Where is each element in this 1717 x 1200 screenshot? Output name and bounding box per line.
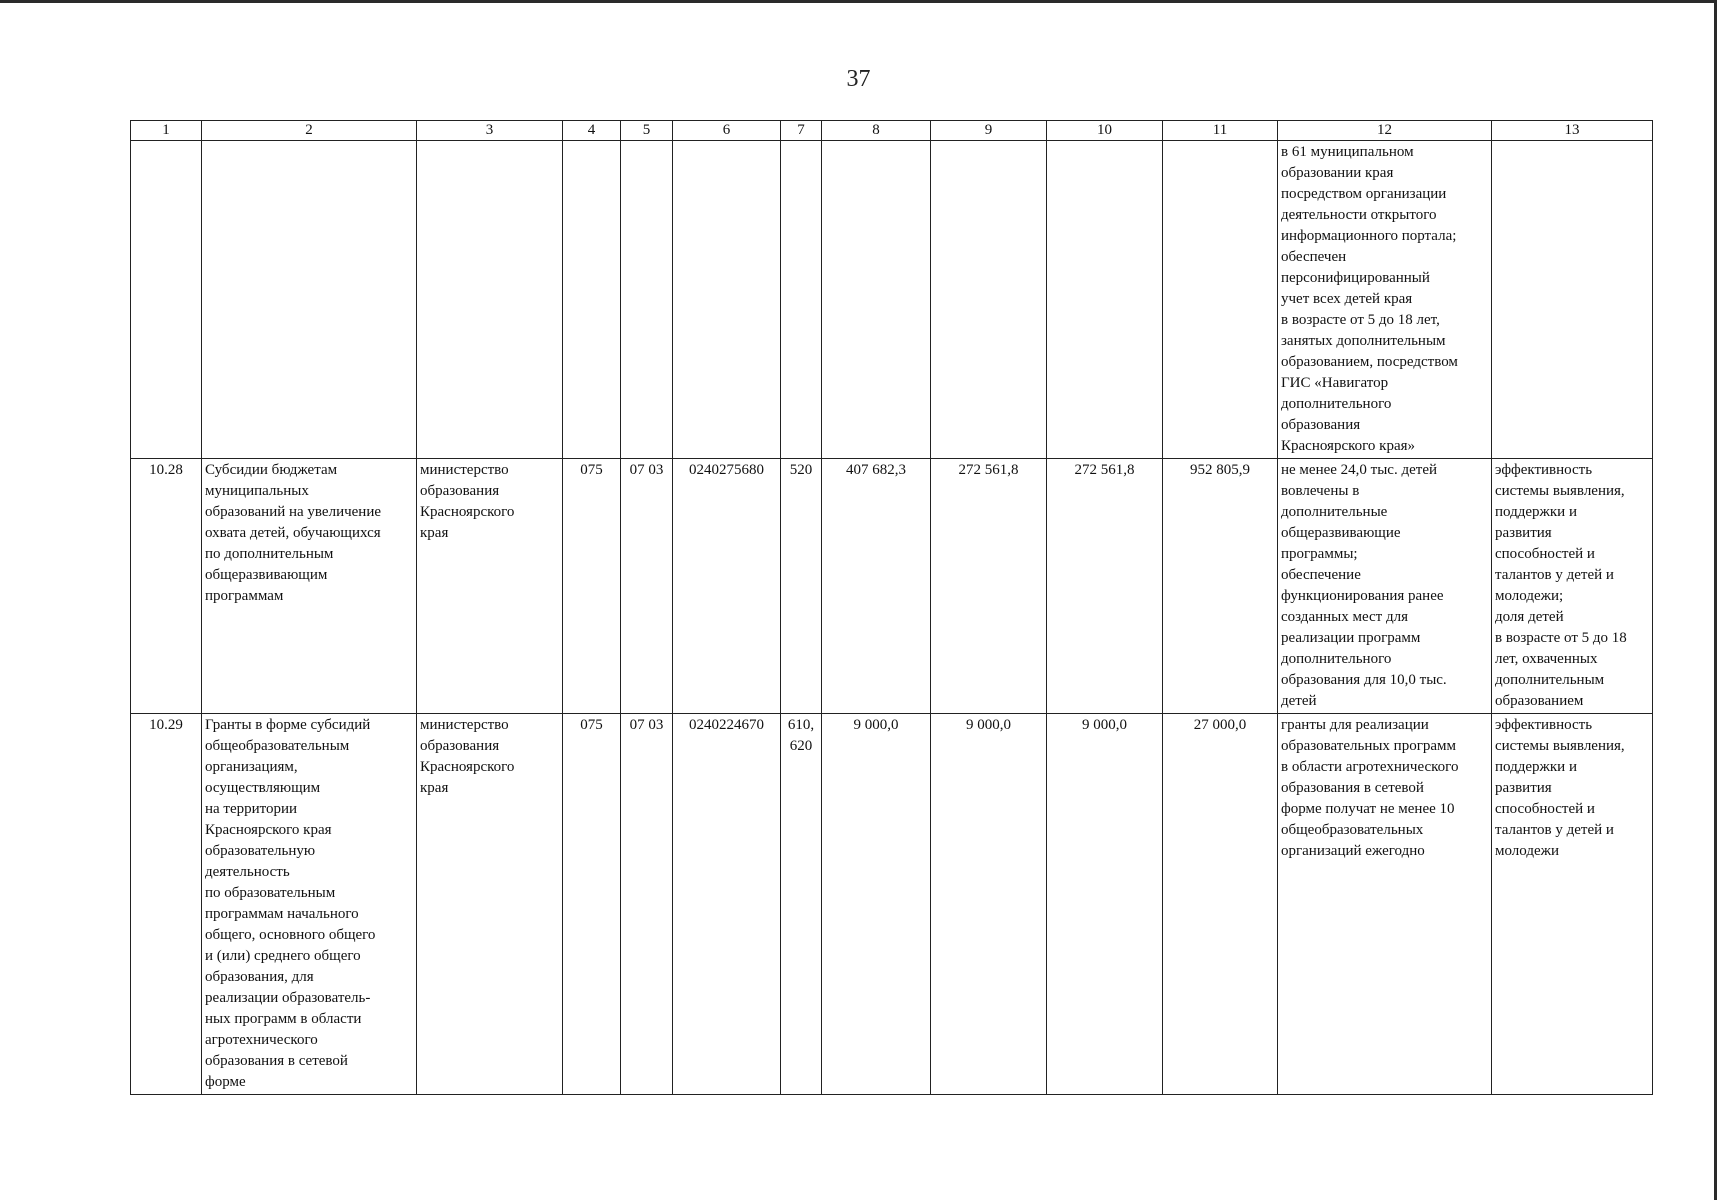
vr-code: 610, 620 (781, 714, 822, 1095)
expected-result: гранты для реализации образовательных программ в области агротехнического образования в сетевой форме получат не менее 10 общеобразовательных организаций ежегодно (1278, 714, 1492, 1095)
amount-year-3: 9 000,0 (1047, 714, 1163, 1095)
amount-year-1 (822, 141, 931, 459)
expected-result: в 61 муниципальном образовании края посредством организации деятельности открытого информационного портала; обеспечен персонифицированный учет всех детей края в возрасте от 5 до 18 лет, занятых дополнительным образованием, посредством ГИС «Навигатор дополнительного образования Красноярского края» (1278, 141, 1492, 459)
amount-total (1163, 141, 1278, 459)
grbs-code: 075 (563, 714, 621, 1095)
csr-code (673, 141, 781, 459)
expected-result: не менее 24,0 тыс. детей вовлечены в дополнительные общеразвивающие программы; обеспечение функционирования ранее созданных мест для реализации программ дополнительного образования для 10,0 тыс. детей (1278, 459, 1492, 714)
indicator: эффективность системы выявления, поддержки и развития способностей и талантов у детей и молодежи; доля детей в возрасте от 5 до 18 лет, охваченных дополнительным образованием (1492, 459, 1653, 714)
col-header-5: 5 (621, 121, 673, 141)
amount-year-3 (1047, 141, 1163, 459)
amount-year-2: 9 000,0 (931, 714, 1047, 1095)
measure-name (202, 141, 417, 459)
executor: министерство образования Красноярского края (417, 459, 563, 714)
col-header-1: 1 (131, 121, 202, 141)
rzpr-code (621, 141, 673, 459)
col-header-10: 10 (1047, 121, 1163, 141)
grbs-code (563, 141, 621, 459)
row-number: 10.29 (131, 714, 202, 1095)
executor: министерство образования Красноярского края (417, 714, 563, 1095)
amount-year-2 (931, 141, 1047, 459)
scan-edge-top (0, 0, 1717, 3)
rzpr-code: 07 03 (621, 459, 673, 714)
col-header-13: 13 (1492, 121, 1653, 141)
page-number: 37 (846, 66, 871, 92)
col-header-12: 12 (1278, 121, 1492, 141)
row-number: 10.28 (131, 459, 202, 714)
col-header-2: 2 (202, 121, 417, 141)
column-number-row (131, 121, 1653, 141)
vr-code: 520 (781, 459, 822, 714)
vr-code (781, 141, 822, 459)
measure-name: Субсидии бюджетам муниципальных образований на увеличение охвата детей, обучающихся по дополнительным общеразвивающим программам (202, 459, 417, 714)
amount-year-1: 407 682,3 (822, 459, 931, 714)
amount-year-1: 9 000,0 (822, 714, 931, 1095)
col-header-7: 7 (781, 121, 822, 141)
amount-year-3: 272 561,8 (1047, 459, 1163, 714)
amount-total: 952 805,9 (1163, 459, 1278, 714)
csr-code: 0240224670 (673, 714, 781, 1095)
indicator: эффективность системы выявления, поддержки и развития способностей и талантов у детей и молодежи (1492, 714, 1653, 1095)
budget-table (130, 120, 1653, 1095)
table-row-10-28 (131, 459, 1653, 714)
col-header-4: 4 (563, 121, 621, 141)
col-header-11: 11 (1163, 121, 1278, 141)
amount-year-2: 272 561,8 (931, 459, 1047, 714)
executor (417, 141, 563, 459)
amount-total: 27 000,0 (1163, 714, 1278, 1095)
table-row-continuation (131, 141, 1653, 459)
measure-name: Гранты в форме субсидий общеобразовательным организациям, осуществляющим на территории Красноярского края образовательную деятельность по образовательным программам начального общего, основного общего и (или) среднего общего образования, для реализации образователь- ных программ в области агротехнического образования в сетевой форме (202, 714, 417, 1095)
col-header-9: 9 (931, 121, 1047, 141)
rzpr-code: 07 03 (621, 714, 673, 1095)
row-number (131, 141, 202, 459)
col-header-8: 8 (822, 121, 931, 141)
csr-code: 0240275680 (673, 459, 781, 714)
grbs-code: 075 (563, 459, 621, 714)
indicator (1492, 141, 1653, 459)
col-header-6: 6 (673, 121, 781, 141)
table-row-10-29 (131, 714, 1653, 1095)
col-header-3: 3 (417, 121, 563, 141)
